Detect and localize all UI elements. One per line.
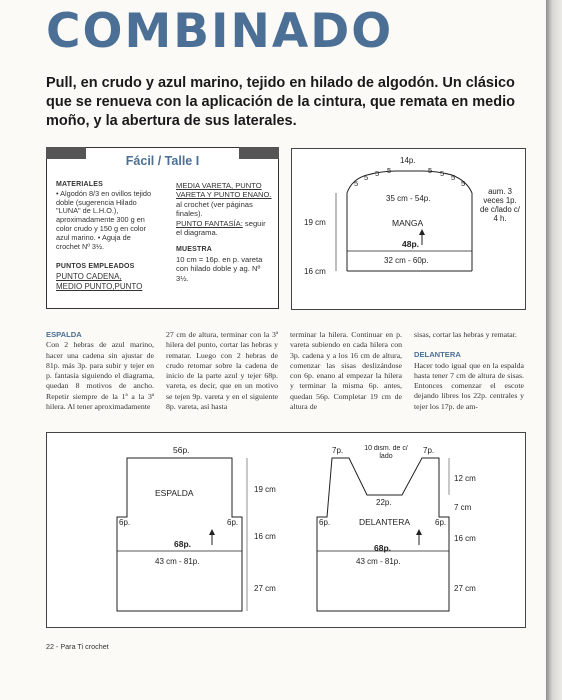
front-mid-stitches: 68p. (374, 543, 392, 553)
back-top-stitches: 56p. (173, 445, 190, 455)
back-instructions-cont: 27 cm de altura, terminar con la 3ª hilera del punto, cortar las hebras y rematar. Luego con 2 hebras de crudo retomar sobre la cadena de inicio de la parte azul y tejer 68p. vareta, es decir, que en un motivo se tejen 9p. vareta y en el siguiente 8p. vareta, así hasta (166, 330, 278, 412)
difficulty-size: Fácil / Talle I (125, 154, 200, 168)
gauge-heading: MUESTRA (176, 246, 213, 254)
text-column-4 (414, 330, 524, 412)
sleeve-top-width: 35 cm - 54p. (386, 194, 431, 203)
back-height-3: 27 cm (254, 584, 276, 593)
dec-count: 5 (387, 166, 392, 175)
sleeve-height-2: 16 cm (304, 267, 326, 276)
armhole-instructions: terminar la hilera. Continuar en p. vareta subiendo en cada hilera con 3p. cadena y a los 16 cm de altura, comenzar las sisas deslizándose con 6p. enano al empezar la hilera y terminar la misma 6p. antes, quedan 56p. Completar 19 cm de altura de (290, 330, 402, 412)
page-gutter (546, 0, 562, 700)
text-column-3 (290, 330, 402, 412)
front-side-right: 6p. (435, 518, 447, 527)
text-column-1 (46, 330, 154, 412)
front-width: 43 cm - 81p. (356, 557, 401, 566)
front-height-1: 7 cm (454, 503, 472, 512)
back-height-1: 19 cm (254, 485, 276, 494)
stitch-item: MEDIO PUNTO,PUNTO (56, 282, 143, 292)
stitches-heading: PUNTOS EMPLEADOS (56, 263, 135, 271)
front-side-left: 6p. (319, 518, 331, 527)
front-outline (317, 458, 449, 611)
arrow-head (416, 529, 422, 535)
back-mid-stitches: 68p. (174, 539, 192, 549)
front-height-0: 12 cm (454, 474, 476, 483)
front-label: DELANTERA (359, 517, 411, 527)
back-height-2: 16 cm (254, 532, 276, 541)
sleeve-label: MANGA (392, 218, 424, 228)
arrow-head (209, 529, 215, 535)
front-height-3: 27 cm (454, 584, 476, 593)
page-title: COMBINADO (46, 4, 394, 59)
fancy-stitch: PUNTO FANTASÍA: (176, 218, 243, 228)
increase-note: aum. 3 veces 1p. de c/lado c/ 4 h. (480, 187, 520, 223)
materials-heading: MATERIALES (56, 181, 103, 188)
back-outline (117, 458, 242, 611)
text-column-2 (166, 330, 278, 412)
dec-count: 5 (354, 179, 359, 188)
body-diagrams-box (46, 432, 526, 628)
neck-dec-wrap (359, 445, 413, 469)
back-side-right: 6p. (227, 518, 239, 527)
dec-count: 5 (428, 166, 433, 175)
body-diagrams (47, 433, 525, 627)
back-label: ESPALDA (155, 488, 194, 498)
stitch-note: al crochet (ver páginas finales). (176, 199, 253, 219)
stitch-names: MEDIA VARETA, PUNTO VARETA Y PUNTO ENANO. (176, 181, 272, 200)
back-instructions: Con 2 hebras de azul marino, hacer una cadena sin ajustar de 81p. más 3p. para subir y tejer en p. fantasía siguiendo el diagrama, quedan 8 motivos de ancho. Repetir siempre de la 1ª a la 3ª hilera. Al tener aproximadamente (46, 340, 154, 412)
materials-text: • Algodón 8/3 en ovillos tejido doble (sugerencia Hilado "LUNA" de L.H.O.), aproximadamente 300 g en color crudo y 150 g en color azul marino. • Aguja de crochet Nº 3½. (56, 188, 152, 251)
intro-paragraph: Pull, en crudo y azul marino, tejido en hilado de algodón. Un clásico que se renueva con la aplicación de la cintura, que remata en medio moño, y la abertura de sus laterales. (46, 75, 515, 129)
dec-count: 5 (375, 169, 380, 178)
increase-note-wrap (478, 187, 522, 247)
front-instructions: Hacer todo igual que en la espalda hasta tener 7 cm de altura de sisas. Entonces comenzar el escote dejando libres los 22p. centrales y tejer los 17p. de am- (414, 360, 524, 411)
gauge-text: 10 cm = 16p. en p. vareta con hilado doble y ag. Nº 3½. (176, 254, 263, 283)
stitch-details-column (176, 181, 272, 283)
dec-count: 5 (461, 179, 466, 188)
front-shoulder-left: 7p. (332, 446, 344, 455)
arrow-head (419, 229, 425, 235)
front-shoulder-right: 7p. (423, 446, 435, 455)
back-heading: ESPALDA (46, 330, 82, 339)
sleeve-bottom-width: 32 cm - 60p. (384, 256, 429, 265)
sleeve-height-1: 19 cm (304, 218, 326, 227)
neck-stitches: 22p. (376, 498, 392, 507)
page-footer: 22 - Para Ti crochet (46, 642, 109, 651)
back-width: 43 cm - 81p. (155, 557, 200, 566)
dec-count: 5 (364, 173, 369, 182)
dec-count: 5 (451, 173, 456, 182)
front-heading: DELANTERA (414, 350, 461, 360)
materials-column (56, 181, 156, 292)
sleeve-top-stitches: 14p. (400, 156, 416, 165)
sleeve-diagram-box (291, 148, 526, 310)
armhole-end: sisas, cortar las hebras y rematar. (414, 330, 517, 339)
sleeve-diagram (292, 149, 525, 309)
dec-count: 5 (440, 169, 445, 178)
info-box (46, 147, 279, 309)
front-height-2: 16 cm (454, 534, 476, 543)
back-side-left: 6p. (119, 518, 131, 527)
stitch-item: PUNTO CADENA, (56, 272, 122, 282)
neck-decrease-note: 10 dism. de c/ lado (364, 445, 408, 460)
fancy-stitch-note: seguir el diagrama. (176, 218, 266, 238)
sleeve-mid-stitches: 48p. (402, 239, 420, 249)
